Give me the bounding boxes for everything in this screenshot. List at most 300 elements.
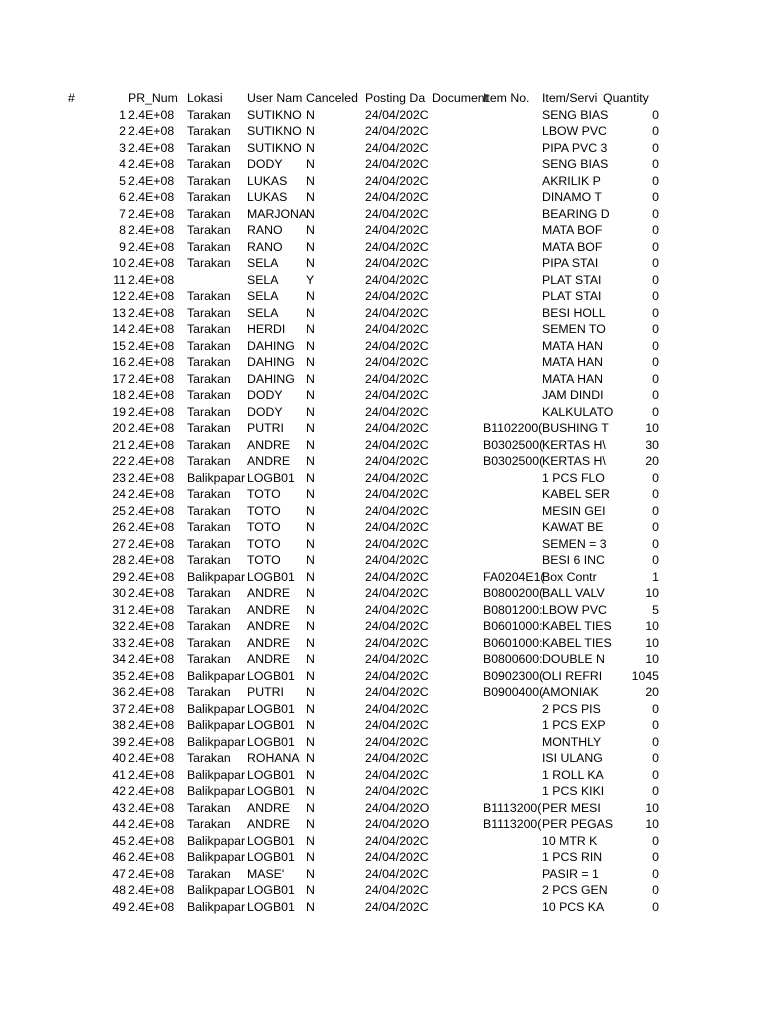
posting-date-cell: 24/04/202C: [365, 206, 429, 221]
table-row: [0, 371, 768, 388]
quantity-cell: 30: [645, 437, 659, 452]
row-number-cell: 14: [112, 322, 126, 336]
posting-date-cell: 24/04/202C: [365, 421, 429, 435]
row-number-cell: 21: [112, 437, 126, 452]
item-service-cell: LBOW PVC: [542, 124, 607, 138]
table-row: [0, 734, 768, 751]
quantity-cell: 10: [645, 800, 659, 815]
canceled-cell: N: [306, 107, 315, 122]
item-service-cell: DINAMO T: [542, 190, 602, 204]
lokasi-cell: Tarakan: [187, 619, 231, 633]
item-service-cell: PIPA PVC 3: [542, 140, 608, 155]
row-number-cell: 12: [112, 289, 126, 303]
row-number-cell: 34: [112, 652, 126, 666]
pr-num-cell: 2.4E+08: [128, 388, 175, 402]
item-no-cell: B0302500(: [483, 454, 544, 468]
item-service-cell: KERTAS H\: [542, 454, 606, 468]
item-service-cell: BESI HOLL: [542, 305, 606, 320]
table-row: [0, 519, 768, 536]
canceled-cell: Y: [306, 272, 315, 287]
posting-date-cell: 24/04/202C: [365, 784, 429, 798]
quantity-cell: 0: [652, 206, 659, 221]
item-no-cell: B0801200:: [483, 602, 543, 617]
item-service-cell: KABEL TIES: [542, 619, 612, 633]
user-name-cell: DODY: [247, 157, 283, 171]
quantity-cell: 0: [652, 256, 659, 270]
posting-date-cell: 24/04/202C: [365, 470, 429, 485]
row-number-cell: 9: [119, 239, 126, 254]
pr-num-cell: 2.4E+08: [128, 239, 175, 254]
pr-num-cell: 2.4E+08: [128, 718, 175, 732]
canceled-cell: N: [306, 355, 315, 369]
lokasi-cell: Tarakan: [187, 421, 231, 435]
row-number-cell: 15: [112, 338, 126, 353]
table-row: [0, 321, 768, 338]
user-name-cell: LOGB01: [247, 668, 295, 683]
item-no-cell: B0601000:: [483, 635, 543, 650]
item-no-cell: B0800600:: [483, 652, 543, 666]
lokasi-cell: Tarakan: [187, 338, 231, 353]
item-service-cell: BALL VALV: [542, 586, 605, 600]
table-row: [0, 536, 768, 553]
row-number-cell: 24: [112, 487, 126, 501]
lokasi-cell: Tarakan: [187, 866, 231, 881]
lokasi-cell: Tarakan: [187, 305, 231, 320]
table-row: [0, 618, 768, 635]
posting-date-cell: 24/04/202O: [365, 800, 430, 815]
canceled-cell: N: [306, 866, 315, 881]
table-row: [0, 635, 768, 652]
header-hash: #: [68, 91, 75, 105]
table-row: [0, 404, 768, 421]
canceled-cell: N: [306, 157, 315, 171]
row-number-cell: 39: [112, 734, 126, 749]
row-number-cell: 2: [119, 124, 126, 138]
canceled-cell: N: [306, 833, 315, 848]
row-number-cell: 46: [112, 850, 126, 864]
posting-date-cell: 24/04/202C: [365, 751, 429, 765]
table-row: [0, 338, 768, 355]
user-name-cell: LUKAS: [247, 190, 288, 204]
posting-date-cell: 24/04/202C: [365, 437, 429, 452]
canceled-cell: N: [306, 668, 315, 683]
lokasi-cell: Tarakan: [187, 157, 231, 171]
table-row: [0, 701, 768, 718]
lokasi-cell: Tarakan: [187, 817, 231, 831]
lokasi-cell: Tarakan: [187, 355, 231, 369]
lokasi-cell: Balikpapar: [187, 569, 246, 584]
quantity-cell: 0: [652, 272, 659, 287]
table-row: [0, 816, 768, 833]
quantity-cell: 10: [645, 619, 659, 633]
item-service-cell: BEARING D: [542, 206, 610, 221]
quantity-cell: 0: [652, 355, 659, 369]
pr-num-cell: 2.4E+08: [128, 850, 175, 864]
row-number-cell: 44: [112, 817, 126, 831]
item-service-cell: 1 PCS FLO: [542, 470, 605, 485]
user-name-cell: PUTRI: [247, 421, 284, 435]
quantity-cell: 0: [652, 107, 659, 122]
item-service-cell: 1 ROLL KA: [542, 767, 604, 782]
table-row: [0, 123, 768, 140]
user-name-cell: RANO: [247, 223, 283, 237]
item-service-cell: BESI 6 INC: [542, 553, 605, 567]
row-number-cell: 30: [112, 586, 126, 600]
pr-num-cell: 2.4E+08: [128, 223, 175, 237]
canceled-cell: N: [306, 718, 315, 732]
quantity-cell: 10: [645, 586, 659, 600]
item-service-cell: KALKULATO: [542, 404, 614, 419]
posting-date-cell: 24/04/202C: [365, 487, 429, 501]
header-pr-num: PR_Num: [128, 91, 178, 105]
row-number-cell: 13: [112, 305, 126, 320]
canceled-cell: N: [306, 206, 315, 221]
header-quantity: Quantity: [603, 91, 649, 105]
canceled-cell: N: [306, 256, 315, 270]
row-number-cell: 40: [112, 751, 126, 765]
table-row: [0, 387, 768, 404]
posting-date-cell: 24/04/202C: [365, 289, 429, 303]
lokasi-cell: Balikpapar: [187, 883, 246, 897]
header-lokasi: Lokasi: [187, 91, 223, 105]
canceled-cell: N: [306, 338, 315, 353]
user-name-cell: DODY: [247, 388, 283, 402]
posting-date-cell: 24/04/202C: [365, 322, 429, 336]
user-name-cell: ANDRE: [247, 652, 291, 666]
canceled-cell: N: [306, 652, 315, 666]
item-service-cell: DOUBLE N: [542, 652, 605, 666]
quantity-cell: 5: [652, 602, 659, 617]
table-row: [0, 354, 768, 371]
posting-date-cell: 24/04/202C: [365, 454, 429, 468]
row-number-cell: 38: [112, 718, 126, 732]
user-name-cell: LOGB01: [247, 899, 295, 914]
quantity-cell: 0: [652, 124, 659, 138]
posting-date-cell: 24/04/202C: [365, 767, 429, 782]
quantity-cell: 0: [652, 140, 659, 155]
posting-date-cell: 24/04/202O: [365, 817, 430, 831]
pr-num-cell: 2.4E+08: [128, 256, 175, 270]
posting-date-cell: 24/04/202C: [365, 239, 429, 254]
user-name-cell: ANDRE: [247, 454, 291, 468]
table-row: [0, 272, 768, 289]
item-service-cell: PASIR = 1: [542, 866, 599, 881]
pr-num-cell: 2.4E+08: [128, 322, 175, 336]
pr-num-cell: 2.4E+08: [128, 404, 175, 419]
posting-date-cell: 24/04/202C: [365, 157, 429, 171]
user-name-cell: ANDRE: [247, 586, 291, 600]
canceled-cell: N: [306, 388, 315, 402]
user-name-cell: LOGB01: [247, 470, 295, 485]
canceled-cell: N: [306, 140, 315, 155]
posting-date-cell: 24/04/202C: [365, 619, 429, 633]
item-no-cell: FA0204E1(: [483, 569, 545, 584]
user-name-cell: SELA: [247, 272, 279, 287]
quantity-cell: 0: [652, 239, 659, 254]
user-name-cell: LOGB01: [247, 767, 295, 782]
user-name-cell: TOTO: [247, 503, 281, 518]
quantity-cell: 0: [652, 520, 659, 534]
quantity-cell: 0: [652, 487, 659, 501]
user-name-cell: TOTO: [247, 553, 281, 567]
lokasi-cell: Tarakan: [187, 190, 231, 204]
posting-date-cell: 24/04/202C: [365, 272, 429, 287]
quantity-cell: 0: [652, 784, 659, 798]
posting-date-cell: 24/04/202C: [365, 883, 429, 897]
posting-date-cell: 24/04/202C: [365, 866, 429, 881]
canceled-cell: N: [306, 322, 315, 336]
canceled-cell: N: [306, 223, 315, 237]
item-service-cell: PER MESI: [542, 800, 601, 815]
canceled-cell: N: [306, 371, 315, 386]
pr-num-cell: 2.4E+08: [128, 487, 175, 501]
item-service-cell: JAM DINDI: [542, 388, 604, 402]
posting-date-cell: 24/04/202C: [365, 833, 429, 848]
quantity-cell: 1045: [631, 668, 659, 683]
row-number-cell: 41: [112, 767, 126, 782]
table-row: [0, 288, 768, 305]
item-service-cell: AMONIAK: [542, 685, 599, 699]
posting-date-cell: 24/04/202C: [365, 652, 429, 666]
lokasi-cell: Tarakan: [187, 503, 231, 518]
pr-num-cell: 2.4E+08: [128, 586, 175, 600]
table-row: [0, 305, 768, 322]
table-row: [0, 255, 768, 272]
posting-date-cell: 24/04/202C: [365, 305, 429, 320]
quantity-cell: 0: [652, 701, 659, 716]
user-name-cell: ANDRE: [247, 619, 291, 633]
quantity-cell: 0: [652, 289, 659, 303]
canceled-cell: N: [306, 503, 315, 518]
posting-date-cell: 24/04/202C: [365, 404, 429, 419]
row-number-cell: 18: [112, 388, 126, 402]
pr-num-cell: 2.4E+08: [128, 866, 175, 881]
pr-num-cell: 2.4E+08: [128, 454, 175, 468]
row-number-cell: 35: [112, 668, 126, 683]
quantity-cell: 0: [652, 322, 659, 336]
pr-num-cell: 2.4E+08: [128, 635, 175, 650]
pr-num-cell: 2.4E+08: [128, 767, 175, 782]
row-number-cell: 5: [119, 173, 126, 188]
row-number-cell: 10: [112, 256, 126, 270]
canceled-cell: N: [306, 190, 315, 204]
quantity-cell: 10: [645, 421, 659, 435]
pr-num-cell: 2.4E+08: [128, 305, 175, 320]
pr-num-cell: 2.4E+08: [128, 553, 175, 567]
quantity-cell: 0: [652, 767, 659, 782]
item-service-cell: KABEL SER: [542, 487, 610, 501]
user-name-cell: DODY: [247, 404, 283, 419]
pr-num-cell: 2.4E+08: [128, 883, 175, 897]
table-row: [0, 189, 768, 206]
canceled-cell: N: [306, 421, 315, 435]
header-posting-date: Posting Da: [365, 91, 426, 105]
item-no-cell: B0902300(: [483, 668, 544, 683]
table-row: [0, 486, 768, 503]
row-number-cell: 32: [112, 619, 126, 633]
pr-num-cell: 2.4E+08: [128, 734, 175, 749]
canceled-cell: N: [306, 850, 315, 864]
item-service-cell: Box Contr: [542, 569, 597, 584]
item-service-cell: OLI REFRI: [542, 668, 603, 683]
posting-date-cell: 24/04/202C: [365, 520, 429, 534]
header-item-no: Item No.: [483, 91, 530, 105]
canceled-cell: N: [306, 685, 315, 699]
canceled-cell: N: [306, 586, 315, 600]
row-number-cell: 6: [119, 190, 126, 204]
quantity-cell: 20: [645, 685, 659, 699]
item-no-cell: B0601000:: [483, 619, 543, 633]
lokasi-cell: Tarakan: [187, 602, 231, 617]
item-service-cell: LBOW PVC: [542, 602, 607, 617]
pr-num-cell: 2.4E+08: [128, 157, 175, 171]
user-name-cell: ANDRE: [247, 635, 291, 650]
item-service-cell: MATA BOF: [542, 239, 603, 254]
row-number-cell: 48: [112, 883, 126, 897]
posting-date-cell: 24/04/202C: [365, 553, 429, 567]
row-number-cell: 17: [112, 371, 126, 386]
table-row: [0, 800, 768, 817]
item-service-cell: SENG BIAS: [542, 157, 609, 171]
item-service-cell: MATA HAN: [542, 338, 604, 353]
quantity-cell: 0: [652, 305, 659, 320]
quantity-cell: 0: [652, 223, 659, 237]
posting-date-cell: 24/04/202C: [365, 173, 429, 188]
quantity-cell: 0: [652, 173, 659, 188]
table-body: [0, 107, 768, 916]
row-number-cell: 42: [112, 784, 126, 798]
posting-date-cell: 24/04/202C: [365, 718, 429, 732]
item-no-cell: B0302500(: [483, 437, 544, 452]
user-name-cell: TOTO: [247, 487, 281, 501]
canceled-cell: N: [306, 520, 315, 534]
pr-num-cell: 2.4E+08: [128, 421, 175, 435]
quantity-cell: 0: [652, 470, 659, 485]
item-service-cell: MONTHLY: [542, 734, 602, 749]
canceled-cell: N: [306, 536, 315, 551]
table-row: [0, 173, 768, 190]
user-name-cell: TOTO: [247, 520, 281, 534]
item-no-cell: B1113200(: [483, 800, 542, 815]
lokasi-cell: Balikpapar: [187, 470, 246, 485]
pr-num-cell: 2.4E+08: [128, 338, 175, 353]
pr-num-cell: 2.4E+08: [128, 140, 175, 155]
lokasi-cell: Tarakan: [187, 437, 231, 452]
row-number-cell: 45: [112, 833, 126, 848]
lokasi-cell: Tarakan: [187, 520, 231, 534]
header-document: Document: [432, 91, 489, 105]
row-number-cell: 16: [112, 355, 126, 369]
user-name-cell: SUTIKNO: [247, 107, 302, 122]
lokasi-cell: Tarakan: [187, 322, 231, 336]
table-row: [0, 899, 768, 916]
item-service-cell: MATA HAN: [542, 355, 604, 369]
item-no-cell: B1102200(: [483, 421, 543, 435]
row-number-cell: 33: [112, 635, 126, 650]
lokasi-cell: Balikpapar: [187, 767, 246, 782]
item-service-cell: 10 MTR K: [542, 833, 598, 848]
pr-num-cell: 2.4E+08: [128, 289, 175, 303]
row-number-cell: 27: [112, 536, 126, 551]
table-row: [0, 222, 768, 239]
table-row: [0, 767, 768, 784]
user-name-cell: SELA: [247, 256, 279, 270]
row-number-cell: 3: [119, 140, 126, 155]
row-number-cell: 36: [112, 685, 126, 699]
item-service-cell: SENG BIAS: [542, 107, 609, 122]
table-row: [0, 750, 768, 767]
pr-num-cell: 2.4E+08: [128, 833, 175, 848]
pr-num-cell: 2.4E+08: [128, 602, 175, 617]
item-service-cell: PLAT STAI: [542, 272, 602, 287]
quantity-cell: 0: [652, 734, 659, 749]
quantity-cell: 0: [652, 536, 659, 551]
row-number-cell: 25: [112, 503, 126, 518]
pr-num-cell: 2.4E+08: [128, 800, 175, 815]
canceled-cell: N: [306, 305, 315, 320]
quantity-cell: 1: [652, 569, 659, 584]
item-service-cell: SEMEN TO: [542, 322, 606, 336]
row-number-cell: 19: [112, 404, 126, 419]
user-name-cell: DAHING: [247, 355, 295, 369]
user-name-cell: ANDRE: [247, 437, 291, 452]
posting-date-cell: 24/04/202C: [365, 140, 429, 155]
item-no-cell: B1113200(: [483, 817, 542, 831]
row-number-cell: 20: [112, 421, 126, 435]
pr-num-cell: 2.4E+08: [128, 437, 175, 452]
quantity-cell: 0: [652, 388, 659, 402]
canceled-cell: N: [306, 470, 315, 485]
canceled-cell: N: [306, 734, 315, 749]
header-canceled: Canceled: [306, 91, 358, 105]
pr-num-cell: 2.4E+08: [128, 784, 175, 798]
user-name-cell: LOGB01: [247, 833, 295, 848]
lokasi-cell: Tarakan: [187, 454, 231, 468]
item-service-cell: PLAT STAI: [542, 289, 602, 303]
table-row: [0, 453, 768, 470]
quantity-cell: 0: [652, 371, 659, 386]
lokasi-cell: Tarakan: [187, 536, 231, 551]
lokasi-cell: Tarakan: [187, 800, 231, 815]
item-service-cell: PER PEGAS: [542, 817, 614, 831]
quantity-cell: 0: [652, 553, 659, 567]
lokasi-cell: Tarakan: [187, 652, 231, 666]
canceled-cell: N: [306, 751, 315, 765]
quantity-cell: 0: [652, 503, 659, 518]
user-name-cell: DAHING: [247, 338, 295, 353]
canceled-cell: N: [306, 404, 315, 419]
quantity-cell: 0: [652, 157, 659, 171]
item-service-cell: KABEL TIES: [542, 635, 612, 650]
user-name-cell: LOGB01: [247, 718, 295, 732]
user-name-cell: LOGB01: [247, 734, 295, 749]
posting-date-cell: 24/04/202C: [365, 355, 429, 369]
canceled-cell: N: [306, 619, 315, 633]
user-name-cell: ANDRE: [247, 800, 291, 815]
quantity-cell: 10: [645, 635, 659, 650]
item-service-cell: 1 PCS KIKI: [542, 784, 605, 798]
canceled-cell: N: [306, 553, 315, 567]
item-service-cell: MESIN GEI: [542, 503, 606, 518]
row-number-cell: 22: [112, 454, 126, 468]
quantity-cell: 10: [645, 817, 659, 831]
item-service-cell: AKRILIK P: [542, 173, 601, 188]
lokasi-cell: Tarakan: [187, 635, 231, 650]
lokasi-cell: Balikpapar: [187, 833, 246, 848]
quantity-cell: 0: [652, 833, 659, 848]
table-row: [0, 585, 768, 602]
pr-num-cell: 2.4E+08: [128, 355, 175, 369]
